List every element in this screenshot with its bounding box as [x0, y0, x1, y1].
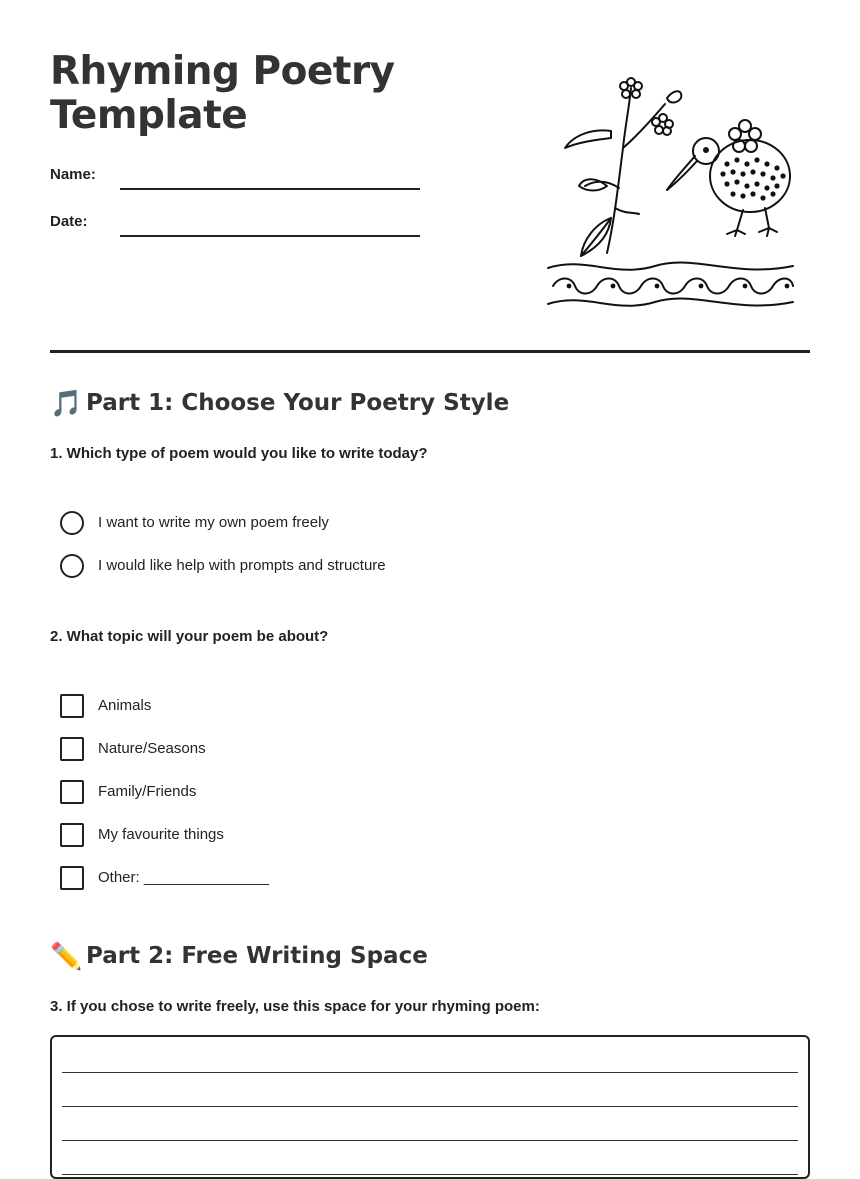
checkbox[interactable]	[60, 866, 84, 890]
date-input-line[interactable]	[120, 235, 420, 237]
name-input-line[interactable]	[120, 188, 420, 190]
date-field[interactable]	[50, 212, 420, 236]
question-2: 2. What topic will your poem be about?	[50, 628, 329, 645]
name-label: Name:	[50, 166, 96, 183]
name-field[interactable]	[50, 165, 420, 189]
checkbox[interactable]	[60, 823, 84, 847]
radio-option-label: I want to write my own poem freely	[98, 514, 329, 531]
part2-heading-text: Part 2: Free Writing Space	[86, 943, 428, 969]
writing-line[interactable]	[62, 1106, 798, 1107]
part1-heading	[50, 388, 509, 419]
music-note-icon: 🎵	[50, 389, 83, 419]
date-label: Date:	[50, 213, 88, 230]
pencil-icon: ✏️	[50, 942, 83, 972]
radio-button[interactable]	[60, 554, 84, 578]
question-3: 3. If you chose to write freely, use this space for your rhyming poem:	[50, 998, 540, 1015]
checkbox-option-label: Nature/Seasons	[98, 740, 206, 757]
kiwi-bird-illustration	[545, 68, 797, 313]
poem-writing-box[interactable]	[50, 1035, 810, 1179]
checkbox[interactable]	[60, 737, 84, 761]
radio-option-label: I would like help with prompts and structure	[98, 557, 386, 574]
part2-heading	[50, 941, 428, 972]
checkbox-option-label: My favourite things	[98, 826, 224, 843]
checkbox-option-label: Family/Friends	[98, 783, 197, 800]
header-divider	[50, 350, 810, 353]
writing-line[interactable]	[62, 1140, 798, 1141]
question-1: 1. Which type of poem would you like to write today?	[50, 445, 428, 462]
checkbox[interactable]	[60, 780, 84, 804]
radio-button[interactable]	[60, 511, 84, 535]
checkbox-option-label: Other: _______________	[98, 869, 269, 886]
page-title	[50, 50, 470, 138]
checkbox-option-label: Animals	[98, 697, 152, 714]
title-line-1: Rhyming Poetry	[50, 49, 395, 94]
writing-line[interactable]	[62, 1174, 798, 1175]
plant-stem	[607, 88, 631, 253]
writing-line[interactable]	[62, 1072, 798, 1073]
title-line-2: Template	[50, 93, 248, 138]
checkbox[interactable]	[60, 694, 84, 718]
part1-heading-text: Part 1: Choose Your Poetry Style	[86, 390, 510, 416]
